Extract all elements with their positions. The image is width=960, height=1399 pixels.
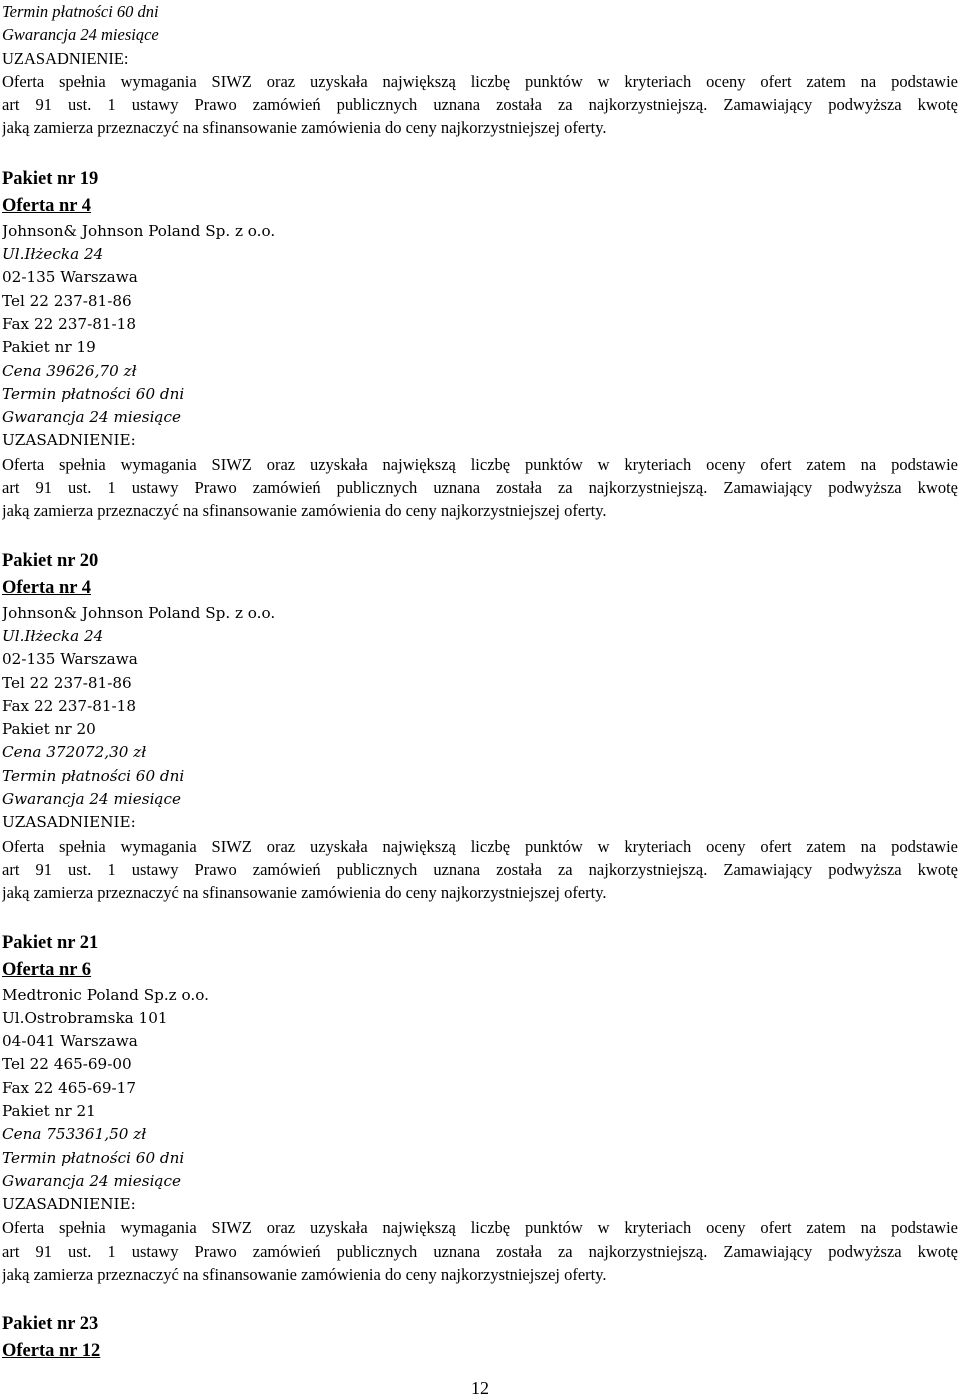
- justification-label: UZASADNIENIE:: [2, 431, 136, 450]
- justification-line-1: Oferta spełnia wymagania SIWZ oraz uzyskała największą liczbę punktów w kryteriach oceny ofert zatem na podstawie: [2, 1218, 958, 1238]
- offer-heading: Oferta nr 12: [2, 1341, 101, 1362]
- package-heading: Pakiet nr 19: [2, 168, 99, 189]
- payment-terms: Termin płatności 60 dni: [2, 1148, 185, 1167]
- justification-line-2: art 91 ust. 1 ustawy Prawo zamówień publicznych uznana została za najkorzystniejszą. Zamawiający podwyższa kwotę: [2, 95, 958, 115]
- package-number: Pakiet nr 19: [2, 338, 96, 357]
- justification-line-2: art 91 ust. 1 ustawy Prawo zamówień publicznych uznana została za najkorzystniejszą. Zamawiający podwyższa kwotę: [2, 1241, 958, 1261]
- warranty: Gwarancja 24 miesiące: [2, 25, 159, 45]
- fax: Fax 22 237-81-18: [2, 314, 137, 333]
- company-name: Medtronic Poland Sp.z o.o.: [2, 985, 209, 1004]
- price: Cena 39626,70 zł: [2, 361, 137, 380]
- price: Cena 372072,30 zł: [2, 743, 147, 762]
- justification-line-1: Oferta spełnia wymagania SIWZ oraz uzyskała największą liczbę punktów w kryteriach oceny ofert zatem na podstawie: [2, 836, 958, 856]
- justification-line-2: art 91 ust. 1 ustawy Prawo zamówień publicznych uznana została za najkorzystniejszą. Zamawiający podwyższa kwotę: [2, 859, 958, 879]
- package-number: Pakiet nr 21: [2, 1101, 96, 1120]
- city-address: 02-135 Warszawa: [2, 268, 138, 287]
- document-page: [2, 0, 958, 1365]
- justification-line-3: jaką zamierza przeznaczyć na sfinansowanie zamówienia do ceny najkorzystniejszej oferty.: [2, 501, 607, 521]
- city-address: 02-135 Warszawa: [2, 650, 138, 669]
- justification-line-3: jaką zamierza przeznaczyć na sfinansowanie zamówienia do ceny najkorzystniejszej oferty.: [2, 1265, 607, 1285]
- page-number: 12: [471, 1378, 489, 1398]
- justification-line-3: jaką zamierza przeznaczyć na sfinansowanie zamówienia do ceny najkorzystniejszej oferty.: [2, 883, 607, 903]
- justification-label: UZASADNIENIE:: [2, 48, 129, 68]
- package-heading: Pakiet nr 21: [2, 932, 99, 953]
- company-name: Johnson& Johnson Poland Sp. z o.o.: [2, 221, 276, 240]
- payment-terms: Termin płatności 60 dni: [2, 384, 185, 403]
- offer-heading: Oferta nr 6: [2, 959, 92, 980]
- offer-heading: Oferta nr 4: [2, 577, 92, 598]
- warranty: Gwarancja 24 miesiące: [2, 790, 181, 809]
- street-address: Ul.Ostrobramska 101: [2, 1008, 168, 1027]
- warranty: Gwarancja 24 miesiące: [2, 1171, 181, 1190]
- street-address: Ul.Iłżecka 24: [2, 245, 104, 264]
- phone: Tel 22 465-69-00: [2, 1055, 132, 1074]
- justification-label: UZASADNIENIE:: [2, 1195, 136, 1214]
- package-number: Pakiet nr 20: [2, 720, 96, 739]
- fax: Fax 22 237-81-18: [2, 696, 137, 715]
- offer-heading: Oferta nr 4: [2, 195, 92, 216]
- justification-line-2: art 91 ust. 1 ustawy Prawo zamówień publicznych uznana została za najkorzystniejszą. Zamawiający podwyższa kwotę: [2, 478, 958, 498]
- price: Cena 753361,50 zł: [2, 1125, 147, 1144]
- justification-line-3: jaką zamierza przeznaczyć na sfinansowanie zamówienia do ceny najkorzystniejszej oferty.: [2, 118, 607, 138]
- phone: Tel 22 237-81-86: [2, 673, 132, 692]
- city-address: 04-041 Warszawa: [2, 1032, 138, 1051]
- fax: Fax 22 465-69-17: [2, 1078, 137, 1097]
- justification-label: UZASADNIENIE:: [2, 813, 136, 832]
- payment-terms: Termin płatności 60 dni: [2, 2, 159, 21]
- package-heading: Pakiet nr 23: [2, 1314, 99, 1335]
- package-heading: Pakiet nr 20: [2, 550, 99, 571]
- company-name: Johnson& Johnson Poland Sp. z o.o.: [2, 603, 276, 622]
- phone: Tel 22 237-81-86: [2, 291, 132, 310]
- warranty: Gwarancja 24 miesiące: [2, 408, 181, 427]
- payment-terms: Termin płatności 60 dni: [2, 766, 185, 785]
- street-address: Ul.Iłżecka 24: [2, 626, 104, 645]
- justification-line-1: Oferta spełnia wymagania SIWZ oraz uzyskała największą liczbę punktów w kryteriach oceny ofert zatem na podstawie: [2, 71, 958, 91]
- justification-line-1: Oferta spełnia wymagania SIWZ oraz uzyskała największą liczbę punktów w kryteriach oceny ofert zatem na podstawie: [2, 454, 958, 474]
